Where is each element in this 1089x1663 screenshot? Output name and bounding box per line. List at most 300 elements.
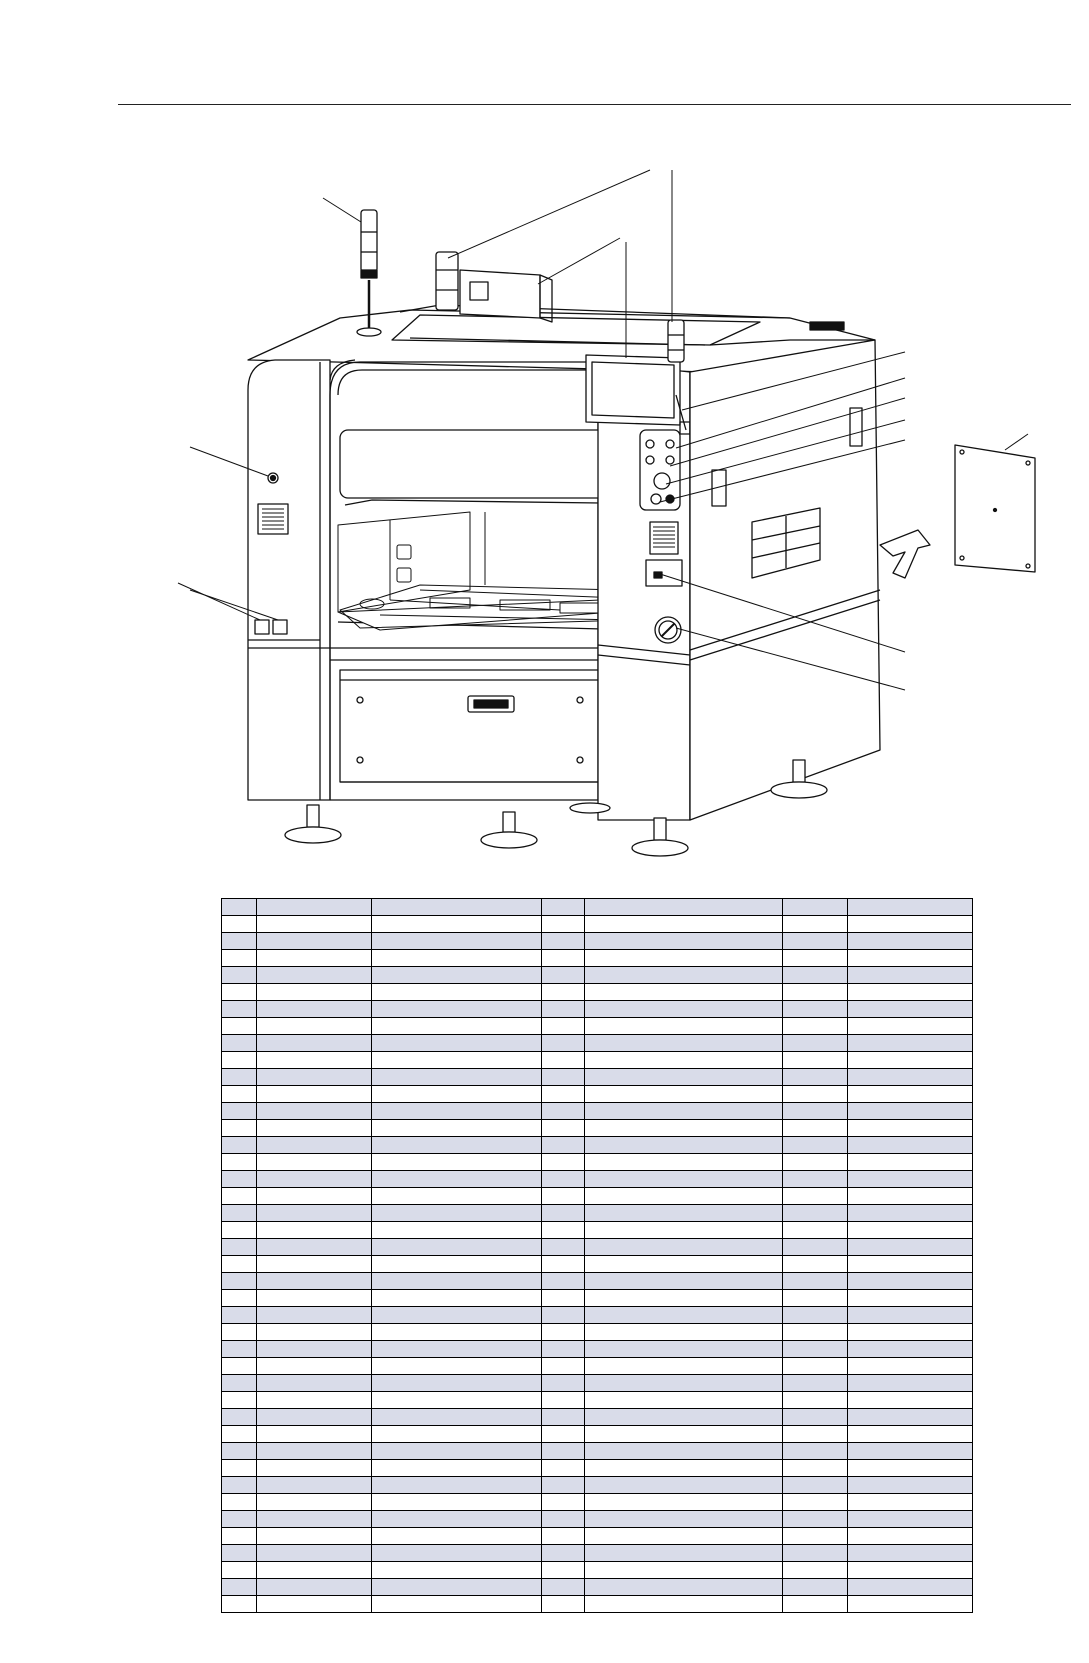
- table-cell: [848, 967, 973, 984]
- table-cell: [542, 1307, 585, 1324]
- table-cell: [783, 1069, 848, 1086]
- table-cell: [222, 1120, 257, 1137]
- table-cell: [222, 1528, 257, 1545]
- table-cell: [257, 1120, 372, 1137]
- table-cell: [257, 1545, 372, 1562]
- table-row: [222, 1120, 973, 1137]
- table-cell: [783, 1562, 848, 1579]
- table-cell: [257, 1375, 372, 1392]
- table-cell: [222, 1222, 257, 1239]
- table-cell: [372, 1188, 542, 1205]
- table-cell: [222, 1341, 257, 1358]
- table-row: [222, 1545, 973, 1562]
- table-cell: [222, 1426, 257, 1443]
- table-cell: [222, 1001, 257, 1018]
- table-cell: [783, 1018, 848, 1035]
- table-cell: [585, 1154, 783, 1171]
- table-cell: [222, 1154, 257, 1171]
- table-cell: [222, 1460, 257, 1477]
- table-cell: [848, 1426, 973, 1443]
- table-cell: [542, 1324, 585, 1341]
- table-cell: [257, 1205, 372, 1222]
- table-cell: [222, 1562, 257, 1579]
- table-cell: [372, 1171, 542, 1188]
- table-cell: [542, 1103, 585, 1120]
- table-cell: [848, 1324, 973, 1341]
- lower-cabinet: [330, 670, 598, 800]
- table-cell: [848, 984, 973, 1001]
- table-cell: [372, 1120, 542, 1137]
- table-cell: [848, 1052, 973, 1069]
- table-cell: [783, 1222, 848, 1239]
- table-cell: [542, 1188, 585, 1205]
- table-cell: [542, 967, 585, 984]
- table-cell: [257, 1290, 372, 1307]
- table-cell: [542, 1443, 585, 1460]
- table-cell: [372, 1392, 542, 1409]
- table-cell: [222, 1358, 257, 1375]
- table-row: [222, 1205, 973, 1222]
- table-cell: [848, 1477, 973, 1494]
- table-row: [222, 1222, 973, 1239]
- table-cell: [585, 1137, 783, 1154]
- table-cell: [585, 1358, 783, 1375]
- work-area: [338, 512, 640, 630]
- table-cell: [585, 1426, 783, 1443]
- table-cell: [585, 1171, 783, 1188]
- table-cell: [783, 1358, 848, 1375]
- table-cell: [585, 967, 783, 984]
- table-cell: [372, 1511, 542, 1528]
- table-cell: [783, 1392, 848, 1409]
- table-cell: [848, 1392, 973, 1409]
- table-cell: [848, 899, 973, 916]
- table-cell: [372, 967, 542, 984]
- table-cell: [222, 950, 257, 967]
- table-cell: [257, 1069, 372, 1086]
- table-cell: [783, 1120, 848, 1137]
- table-cell: [542, 1018, 585, 1035]
- table-row: [222, 1154, 973, 1171]
- table-cell: [372, 1137, 542, 1154]
- table-cell: [542, 933, 585, 950]
- table-cell: [257, 1103, 372, 1120]
- table-row: [222, 1579, 973, 1596]
- table-cell: [585, 933, 783, 950]
- table-cell: [783, 1375, 848, 1392]
- table-cell: [372, 1154, 542, 1171]
- table-cell: [372, 1001, 542, 1018]
- table-cell: [848, 1001, 973, 1018]
- table-cell: [257, 1409, 372, 1426]
- table-cell: [783, 1239, 848, 1256]
- table-cell: [783, 1494, 848, 1511]
- table-row: [222, 1171, 973, 1188]
- table-row: [222, 1494, 973, 1511]
- table-cell: [783, 1426, 848, 1443]
- table-row: [222, 933, 973, 950]
- table-cell: [848, 1596, 973, 1613]
- table-cell: [783, 1477, 848, 1494]
- table-cell: [222, 1392, 257, 1409]
- table-cell: [585, 1528, 783, 1545]
- table-cell: [222, 1273, 257, 1290]
- table-cell: [542, 899, 585, 916]
- table-row: [222, 950, 973, 967]
- table-cell: [257, 1494, 372, 1511]
- table-cell: [848, 1460, 973, 1477]
- table-cell: [585, 1188, 783, 1205]
- table-cell: [257, 984, 372, 1001]
- table-cell: [585, 1460, 783, 1477]
- table-row: [222, 1375, 973, 1392]
- table-row: [222, 1511, 973, 1528]
- table-row: [222, 1528, 973, 1545]
- table-cell: [585, 984, 783, 1001]
- table-cell: [372, 1579, 542, 1596]
- table-cell: [585, 1545, 783, 1562]
- table-cell: [222, 1290, 257, 1307]
- table-cell: [542, 1341, 585, 1358]
- table-cell: [372, 1239, 542, 1256]
- table-cell: [542, 1273, 585, 1290]
- table-row: [222, 1290, 973, 1307]
- parts-table-body: [222, 899, 973, 1613]
- table-cell: [848, 1375, 973, 1392]
- table-cell: [848, 1018, 973, 1035]
- table-cell: [222, 1103, 257, 1120]
- table-cell: [257, 1154, 372, 1171]
- table-cell: [257, 950, 372, 967]
- table-cell: [222, 1579, 257, 1596]
- detached-panel: [955, 445, 1035, 572]
- table-row: [222, 1035, 973, 1052]
- table-cell: [372, 1494, 542, 1511]
- table-cell: [542, 1069, 585, 1086]
- table-cell: [848, 1528, 973, 1545]
- table-cell: [257, 1358, 372, 1375]
- table-cell: [848, 1035, 973, 1052]
- table-cell: [542, 984, 585, 1001]
- table-cell: [257, 899, 372, 916]
- table-cell: [257, 1239, 372, 1256]
- table-cell: [372, 1307, 542, 1324]
- table-cell: [783, 933, 848, 950]
- table-cell: [542, 1528, 585, 1545]
- table-row: [222, 1477, 973, 1494]
- table-cell: [783, 1086, 848, 1103]
- table-cell: [257, 1528, 372, 1545]
- table-cell: [222, 1171, 257, 1188]
- table-row: [222, 1358, 973, 1375]
- table-cell: [257, 1579, 372, 1596]
- table-cell: [848, 1103, 973, 1120]
- table-cell: [222, 1375, 257, 1392]
- right-column: [598, 362, 690, 820]
- table-cell: [542, 1290, 585, 1307]
- table-cell: [783, 1307, 848, 1324]
- table-cell: [372, 1103, 542, 1120]
- table-cell: [783, 1273, 848, 1290]
- machine-drawing: [0, 150, 1089, 885]
- table-cell: [783, 1324, 848, 1341]
- table-cell: [222, 933, 257, 950]
- table-cell: [222, 1409, 257, 1426]
- table-cell: [372, 1205, 542, 1222]
- table-cell: [257, 933, 372, 950]
- table-cell: [783, 1137, 848, 1154]
- table-cell: [542, 1426, 585, 1443]
- table-row: [222, 967, 973, 984]
- table-cell: [848, 1222, 973, 1239]
- table-cell: [257, 1086, 372, 1103]
- table-cell: [783, 1052, 848, 1069]
- table-cell: [542, 1001, 585, 1018]
- table-cell: [783, 950, 848, 967]
- table-cell: [783, 1290, 848, 1307]
- table-cell: [542, 1545, 585, 1562]
- table-cell: [257, 1273, 372, 1290]
- table-row: [222, 1460, 973, 1477]
- table-cell: [542, 1239, 585, 1256]
- table-cell: [257, 1001, 372, 1018]
- table-cell: [222, 1324, 257, 1341]
- table-cell: [585, 1120, 783, 1137]
- direction-arrow-icon: [880, 530, 930, 578]
- table-row: [222, 899, 973, 916]
- table-cell: [222, 1256, 257, 1273]
- table-cell: [257, 1511, 372, 1528]
- table-row: [222, 1086, 973, 1103]
- table-cell: [257, 1392, 372, 1409]
- table-row: [222, 1103, 973, 1120]
- table-cell: [542, 1562, 585, 1579]
- table-cell: [585, 1562, 783, 1579]
- table-cell: [542, 1256, 585, 1273]
- header-rule: [118, 104, 1071, 105]
- table-cell: [257, 1018, 372, 1035]
- table-cell: [222, 1443, 257, 1460]
- table-cell: [783, 967, 848, 984]
- table-cell: [542, 1154, 585, 1171]
- table-cell: [222, 1052, 257, 1069]
- table-row: [222, 1341, 973, 1358]
- table-row: [222, 1307, 973, 1324]
- table-cell: [222, 1035, 257, 1052]
- table-cell: [257, 967, 372, 984]
- table-cell: [783, 899, 848, 916]
- table-cell: [848, 1358, 973, 1375]
- table-cell: [542, 1477, 585, 1494]
- table-cell: [222, 1188, 257, 1205]
- table-cell: [542, 1460, 585, 1477]
- table-cell: [848, 1545, 973, 1562]
- table-cell: [542, 1409, 585, 1426]
- table-cell: [585, 1035, 783, 1052]
- table-cell: [257, 1460, 372, 1477]
- table-cell: [372, 1443, 542, 1460]
- table-cell: [542, 916, 585, 933]
- table-cell: [222, 1018, 257, 1035]
- table-row: [222, 1188, 973, 1205]
- rear-frame: [460, 270, 552, 322]
- table-cell: [257, 1426, 372, 1443]
- table-cell: [542, 1120, 585, 1137]
- table-row: [222, 1001, 973, 1018]
- table-row: [222, 1018, 973, 1035]
- table-cell: [585, 1375, 783, 1392]
- table-row: [222, 916, 973, 933]
- table-cell: [372, 1460, 542, 1477]
- table-cell: [222, 1545, 257, 1562]
- table-cell: [783, 1001, 848, 1018]
- table-cell: [257, 1137, 372, 1154]
- signal-tower-right: [668, 320, 684, 362]
- table-cell: [222, 1477, 257, 1494]
- table-cell: [222, 967, 257, 984]
- table-row: [222, 1137, 973, 1154]
- table-row: [222, 1273, 973, 1290]
- table-cell: [848, 1239, 973, 1256]
- table-cell: [372, 1086, 542, 1103]
- table-cell: [585, 1222, 783, 1239]
- table-row: [222, 1596, 973, 1613]
- table-cell: [222, 1069, 257, 1086]
- table-cell: [372, 1324, 542, 1341]
- table-cell: [848, 950, 973, 967]
- table-cell: [372, 1256, 542, 1273]
- table-cell: [848, 1188, 973, 1205]
- monitor: [586, 355, 690, 434]
- parts-table: [221, 898, 973, 1613]
- table-cell: [372, 1562, 542, 1579]
- table-cell: [542, 1205, 585, 1222]
- table-cell: [542, 1511, 585, 1528]
- table-cell: [372, 1273, 542, 1290]
- table-cell: [848, 1443, 973, 1460]
- table-row: [222, 1392, 973, 1409]
- table-cell: [585, 1307, 783, 1324]
- table-row: [222, 1562, 973, 1579]
- table-row: [222, 1426, 973, 1443]
- table-row: [222, 984, 973, 1001]
- table-cell: [848, 1511, 973, 1528]
- table-cell: [372, 933, 542, 950]
- table-cell: [542, 1375, 585, 1392]
- table-cell: [585, 1409, 783, 1426]
- table-cell: [848, 1205, 973, 1222]
- table-row: [222, 1239, 973, 1256]
- table-cell: [257, 916, 372, 933]
- table-cell: [848, 1256, 973, 1273]
- table-cell: [222, 1494, 257, 1511]
- table-cell: [257, 1188, 372, 1205]
- table-cell: [372, 1477, 542, 1494]
- table-cell: [372, 1069, 542, 1086]
- table-cell: [848, 1086, 973, 1103]
- table-cell: [372, 1375, 542, 1392]
- table-cell: [222, 1205, 257, 1222]
- table-cell: [542, 1596, 585, 1613]
- table-row: [222, 1324, 973, 1341]
- table-row: [222, 1443, 973, 1460]
- table-cell: [783, 984, 848, 1001]
- table-row: [222, 1409, 973, 1426]
- table-cell: [257, 1222, 372, 1239]
- table-cell: [222, 1596, 257, 1613]
- table-cell: [848, 1120, 973, 1137]
- table-cell: [222, 1137, 257, 1154]
- table-cell: [783, 1103, 848, 1120]
- table-cell: [848, 1273, 973, 1290]
- table-cell: [585, 1494, 783, 1511]
- table-cell: [372, 916, 542, 933]
- table-cell: [848, 916, 973, 933]
- table-cell: [257, 1171, 372, 1188]
- table-cell: [257, 1035, 372, 1052]
- table-cell: [372, 1222, 542, 1239]
- table-cell: [222, 1086, 257, 1103]
- table-cell: [848, 1341, 973, 1358]
- table-cell: [222, 984, 257, 1001]
- table-cell: [783, 916, 848, 933]
- table-cell: [585, 1579, 783, 1596]
- table-cell: [585, 1273, 783, 1290]
- table-cell: [542, 1222, 585, 1239]
- table-cell: [257, 1052, 372, 1069]
- table-cell: [848, 1494, 973, 1511]
- table-cell: [585, 1341, 783, 1358]
- table-cell: [585, 1239, 783, 1256]
- table-cell: [783, 1596, 848, 1613]
- table-row: [222, 1052, 973, 1069]
- table-cell: [257, 1443, 372, 1460]
- table-cell: [372, 1341, 542, 1358]
- table-cell: [542, 1035, 585, 1052]
- table-cell: [257, 1341, 372, 1358]
- table-cell: [542, 1494, 585, 1511]
- table-cell: [542, 1579, 585, 1596]
- table-cell: [257, 1562, 372, 1579]
- table-cell: [783, 1528, 848, 1545]
- table-cell: [585, 1069, 783, 1086]
- table-cell: [542, 1137, 585, 1154]
- table-cell: [585, 950, 783, 967]
- table-cell: [848, 1562, 973, 1579]
- table-cell: [257, 1256, 372, 1273]
- table-cell: [783, 1460, 848, 1477]
- table-cell: [372, 1052, 542, 1069]
- signal-tower-middle: [436, 252, 458, 310]
- table-cell: [585, 1477, 783, 1494]
- table-cell: [222, 1239, 257, 1256]
- table-cell: [257, 1324, 372, 1341]
- table-cell: [542, 1086, 585, 1103]
- table-cell: [585, 1018, 783, 1035]
- table-cell: [372, 1409, 542, 1426]
- table-cell: [848, 933, 973, 950]
- table-cell: [848, 1069, 973, 1086]
- table-cell: [257, 1307, 372, 1324]
- table-cell: [585, 1256, 783, 1273]
- table-cell: [222, 1511, 257, 1528]
- table-cell: [848, 1579, 973, 1596]
- table-cell: [542, 1171, 585, 1188]
- table-cell: [372, 1035, 542, 1052]
- table-cell: [585, 1511, 783, 1528]
- table-cell: [848, 1137, 973, 1154]
- table-cell: [372, 1596, 542, 1613]
